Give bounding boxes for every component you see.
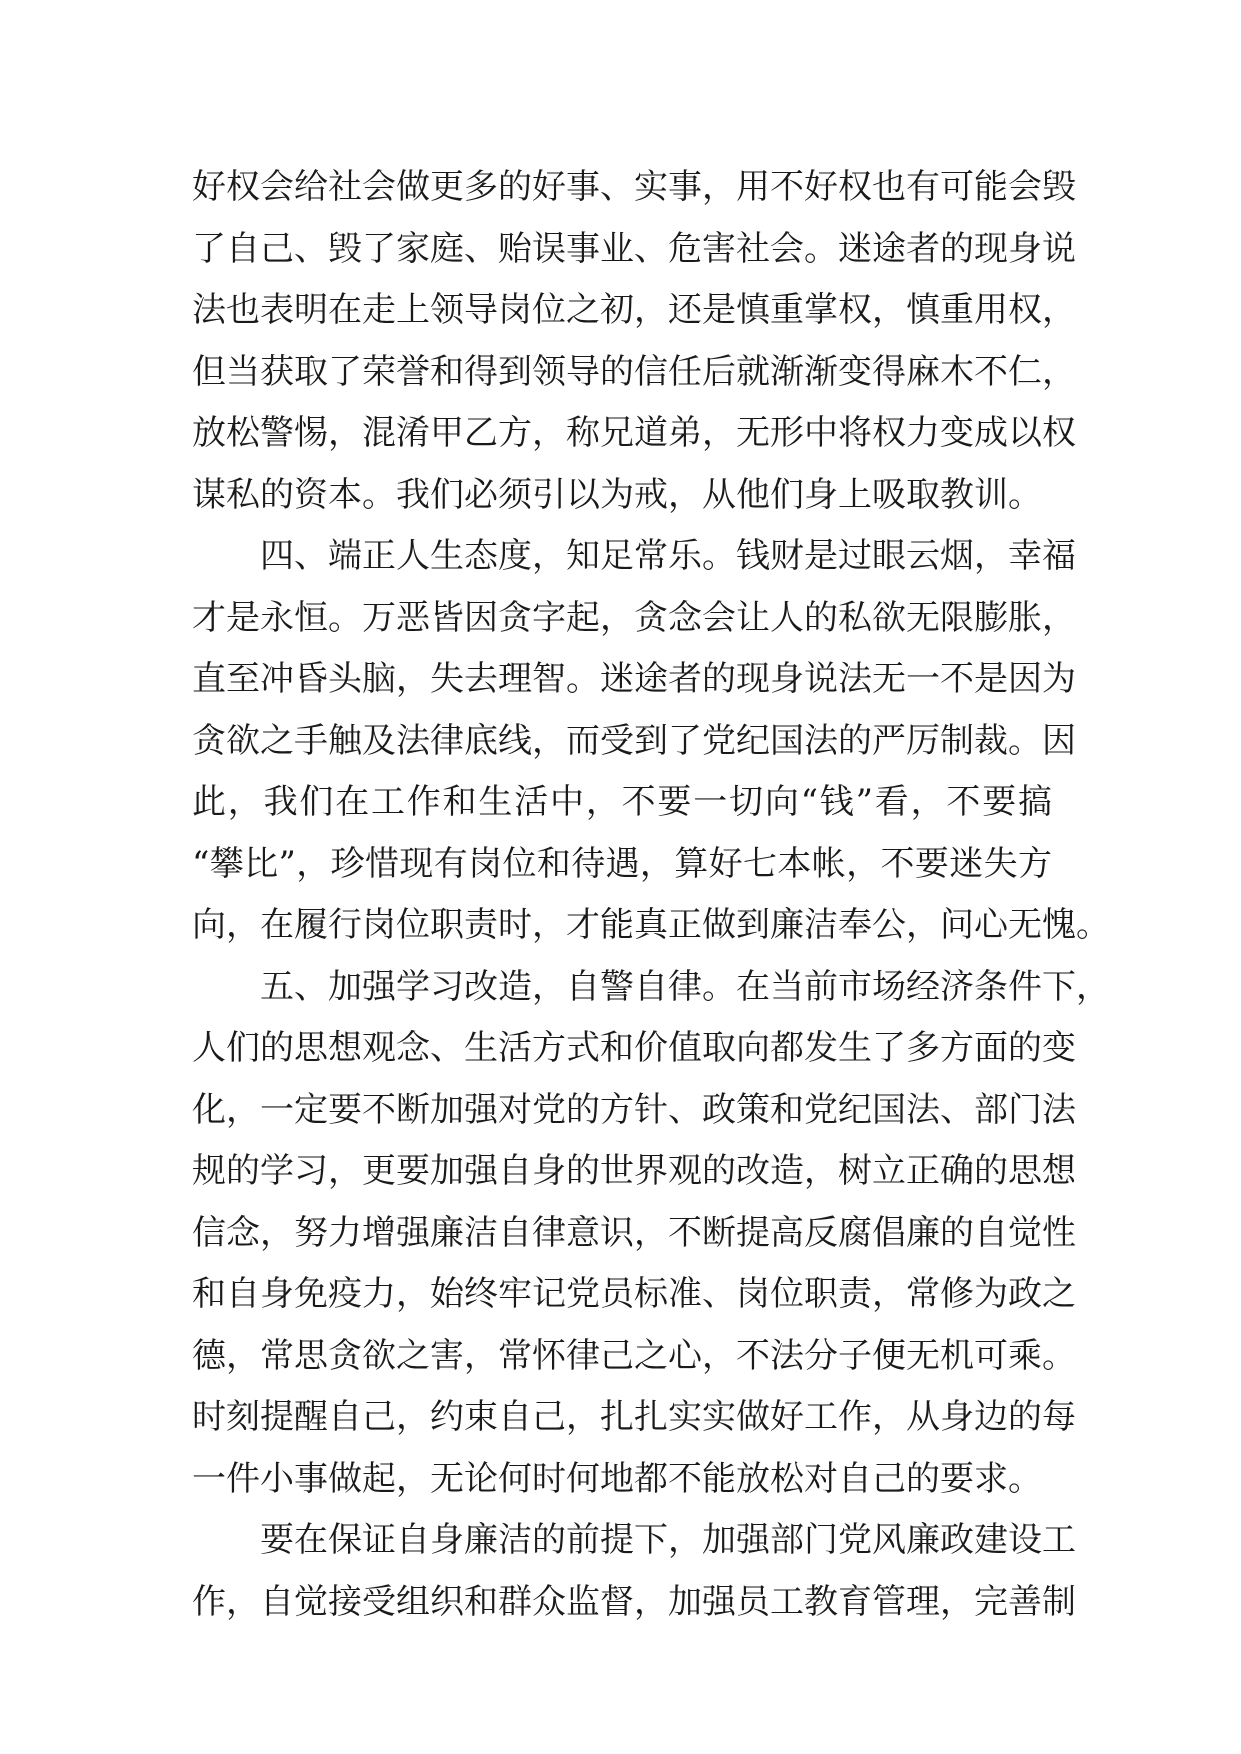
- text-line: “攀比”，珍惜现有岗位和待遇，算好七本帐，不要迷失方: [192, 843, 1052, 884]
- text-line: 信念，努力增强廉洁自律意识，不断提高反腐倡廉的自觉性: [192, 1212, 1076, 1253]
- text-line: 化，一定要不断加强对党的方针、政策和党纪国法、部门法: [192, 1089, 1076, 1130]
- text-line: 贪欲之手触及法律底线，而受到了党纪国法的严厉制裁。因: [192, 720, 1076, 761]
- text-line: 一件小事做起，无论何时何地都不能放松对自己的要求。: [192, 1458, 1042, 1499]
- body-text: [192, 157, 1110, 1633]
- text-line: 直至冲昏头脑，失去理智。迷途者的现身说法无一不是因为: [192, 659, 1076, 699]
- text-line: 但当获取了荣誉和得到领导的信任后就渐渐变得麻木不仁，: [192, 351, 1076, 392]
- paragraph-first-line: 要在保证自身廉洁的前提下，加强部门党风廉政建设工: [260, 1520, 1076, 1560]
- text-line: 和自身免疫力，始终牢记党员标准、岗位职责，常修为政之: [192, 1274, 1076, 1314]
- text-line: 放松警惕，混淆甲乙方，称兄道弟，无形中将权力变成以权: [192, 413, 1076, 453]
- text-line: 规的学习，更要加强自身的世界观的改造，树立正确的思想: [192, 1151, 1076, 1191]
- text-line: 作，自觉接受组织和群众监督，加强员工教育管理，完善制: [192, 1581, 1076, 1622]
- text-line: 人们的思想观念、生活方式和价值取向都发生了多方面的变: [192, 1028, 1076, 1068]
- text-line: 向，在履行岗位职责时，才能真正做到廉洁奉公，问心无愧。: [192, 905, 1110, 945]
- text-line: 法也表明在走上领导岗位之初，还是慎重掌权，慎重用权，: [192, 290, 1076, 330]
- paragraph-heading-line: 五、加强学习改造，自警自律。在当前市场经济条件下，: [260, 966, 1110, 1007]
- text-line: 谋私的资本。我们必须引以为戒，从他们身上吸取教训。: [192, 474, 1042, 515]
- text-line: 好权会给社会做更多的好事、实事，用不好权也有可能会毁: [192, 167, 1076, 207]
- text-line: 德，常思贪欲之害，常怀律己之心，不法分子便无机可乘。: [192, 1335, 1076, 1376]
- paragraph-heading-line: 四、端正人生态度，知足常乐。钱财是过眼云烟，幸福: [260, 536, 1076, 576]
- text-line: 时刻提醒自己，约束自己，扎扎实实做好工作，从身边的每: [192, 1397, 1076, 1437]
- text-line: 才是永恒。万恶皆因贪字起，贪念会让人的私欲无限膨胀，: [192, 597, 1076, 638]
- text-line: 此，我们在工作和生活中，不要一切向“钱”看，不要搞: [192, 782, 1052, 822]
- text-line: 了自己、毁了家庭、贻误事业、危害社会。迷途者的现身说: [192, 228, 1076, 269]
